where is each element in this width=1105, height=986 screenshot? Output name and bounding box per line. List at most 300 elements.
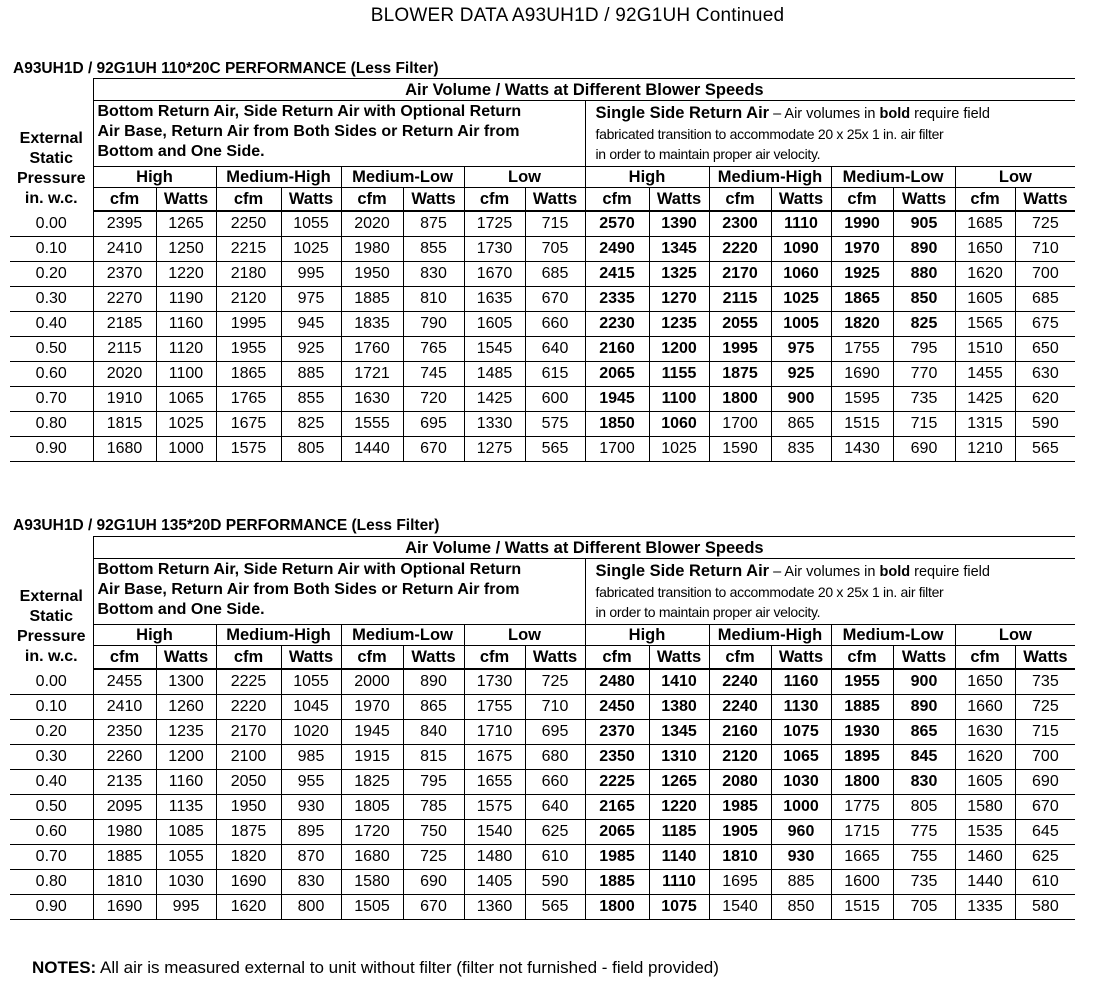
cfm-value: 2225: [585, 770, 649, 795]
cfm-value: 1930: [831, 720, 893, 745]
cfm-value: 1710: [464, 720, 525, 745]
watts-value: 830: [281, 870, 341, 895]
watts-value: 795: [893, 337, 955, 362]
watts-value: 805: [893, 795, 955, 820]
watts-value: 850: [771, 895, 831, 920]
header-row-units: [10, 188, 1075, 212]
watts-value: 995: [281, 262, 341, 287]
watts-value: 1185: [649, 820, 709, 845]
cfm-value: 1650: [955, 237, 1015, 262]
watts-value: 1055: [281, 211, 341, 237]
table-row: [10, 237, 1075, 262]
watts-value: 1100: [649, 387, 709, 412]
cfm-value: 2185: [93, 312, 156, 337]
cfm-value: 1715: [831, 820, 893, 845]
watts-value: 670: [1015, 795, 1075, 820]
esp-value: 0.00: [10, 669, 93, 695]
span-title: Air Volume / Watts at Different Blower Speeds: [93, 537, 1075, 559]
cfm-value: 2095: [93, 795, 156, 820]
cfm-value: 1580: [955, 795, 1015, 820]
cfm-value: 1485: [464, 362, 525, 387]
watts-value: 1100: [156, 362, 216, 387]
watts-value: 890: [893, 237, 955, 262]
watts-value: 1020: [281, 720, 341, 745]
cfm-value: 1275: [464, 437, 525, 462]
esp-value: 0.70: [10, 845, 93, 870]
watts-value: 825: [281, 412, 341, 437]
watts-value: 590: [1015, 412, 1075, 437]
header-row-desc: [10, 559, 1075, 625]
speed-header-medium-high: Medium-High: [709, 625, 831, 646]
cfm-value: 1605: [955, 287, 1015, 312]
cfm-value: 1515: [831, 412, 893, 437]
cfm-value: 1980: [341, 237, 403, 262]
cfm-value: 1865: [831, 287, 893, 312]
watts-value: 1025: [649, 437, 709, 462]
esp-value: 0.20: [10, 262, 93, 287]
cfm-value: 1595: [831, 387, 893, 412]
cfm-value: 2240: [709, 695, 771, 720]
cfm-value: 1995: [216, 312, 281, 337]
esp-value: 0.80: [10, 412, 93, 437]
cfm-value: 1700: [585, 437, 649, 462]
cfm-value: 1970: [341, 695, 403, 720]
speed-header-low: Low: [955, 625, 1075, 646]
watts-value: 900: [771, 387, 831, 412]
span-title: Air Volume / Watts at Different Blower Speeds: [93, 79, 1075, 101]
cfm-value: 1775: [831, 795, 893, 820]
watts-value: 660: [525, 770, 585, 795]
cfm-value: 2160: [585, 337, 649, 362]
watts-value: 660: [525, 312, 585, 337]
cfm-value: 2215: [216, 237, 281, 262]
watts-value: 1345: [649, 237, 709, 262]
cfm-value: 1955: [216, 337, 281, 362]
cfm-value: 1990: [831, 211, 893, 237]
watts-value: 1135: [156, 795, 216, 820]
watts-value: 615: [525, 362, 585, 387]
cfm-value: 1980: [93, 820, 156, 845]
watts-value: 725: [1015, 695, 1075, 720]
cfm-value: 2000: [341, 669, 403, 695]
esp-value: 0.50: [10, 337, 93, 362]
right-desc-line-3: in order to maintain proper air velocity.: [595, 604, 821, 620]
cfm-value: 1315: [955, 412, 1015, 437]
table-row: [10, 211, 1075, 237]
watts-value: 1235: [649, 312, 709, 337]
watts-value: 770: [893, 362, 955, 387]
unit-header-cfm: cfm: [585, 646, 649, 670]
left-desc-line: Air Base, Return Air from Both Sides or Return Air from: [97, 123, 520, 140]
cfm-value: 1565: [955, 312, 1015, 337]
unit-header-cfm: cfm: [831, 646, 893, 670]
watts-value: 890: [893, 695, 955, 720]
cfm-value: 1720: [341, 820, 403, 845]
unit-header-watts: Watts: [771, 646, 831, 670]
watts-value: 795: [403, 770, 464, 795]
cfm-value: 1455: [955, 362, 1015, 387]
cfm-value: 1885: [585, 870, 649, 895]
watts-value: 675: [1015, 312, 1075, 337]
watts-value: 1160: [771, 669, 831, 695]
watts-value: 1270: [649, 287, 709, 312]
watts-value: 1060: [649, 412, 709, 437]
esp-header-line: in. w.c.: [24, 190, 78, 207]
unit-header-cfm: cfm: [464, 646, 525, 670]
watts-value: 735: [893, 387, 955, 412]
cfm-value: 2170: [709, 262, 771, 287]
watts-value: 1250: [156, 237, 216, 262]
right-desc-end: require field: [910, 564, 990, 580]
watts-value: 1160: [156, 312, 216, 337]
cfm-value: 2455: [93, 669, 156, 695]
left-desc-line: Air Base, Return Air from Both Sides or Return Air from: [97, 581, 520, 598]
cfm-value: 1945: [341, 720, 403, 745]
cfm-value: 1945: [585, 387, 649, 412]
watts-value: 645: [1015, 820, 1075, 845]
watts-value: 945: [281, 312, 341, 337]
watts-value: 1390: [649, 211, 709, 237]
table-row: [10, 695, 1075, 720]
cfm-value: 2270: [93, 287, 156, 312]
unit-header-cfm: cfm: [216, 188, 281, 212]
watts-value: 590: [525, 870, 585, 895]
header-row-span: [10, 537, 1075, 559]
esp-header-line: External: [19, 588, 83, 605]
table-row: [10, 870, 1075, 895]
esp-header: [10, 537, 93, 670]
cfm-value: 1605: [464, 312, 525, 337]
right-desc-bold-word: bold: [879, 564, 911, 580]
notes-text: All air is measured external to unit without filter (filter not furnished - field provided): [100, 958, 719, 977]
watts-value: 670: [403, 895, 464, 920]
cfm-value: 1755: [831, 337, 893, 362]
cfm-value: 1970: [831, 237, 893, 262]
watts-value: 700: [1015, 745, 1075, 770]
esp-header-line: Static: [29, 608, 74, 625]
cfm-value: 2480: [585, 669, 649, 695]
cfm-value: 1721: [341, 362, 403, 387]
esp-value: 0.60: [10, 820, 93, 845]
esp-value: 0.40: [10, 312, 93, 337]
cfm-value: 1850: [585, 412, 649, 437]
cfm-value: 1330: [464, 412, 525, 437]
cfm-value: 1620: [216, 895, 281, 920]
table-row: [10, 745, 1075, 770]
watts-value: 725: [403, 845, 464, 870]
watts-value: 690: [403, 870, 464, 895]
cfm-value: 1425: [955, 387, 1015, 412]
left-return-description: [93, 559, 585, 625]
watts-value: 1265: [649, 770, 709, 795]
watts-value: 810: [403, 287, 464, 312]
cfm-value: 1815: [93, 412, 156, 437]
watts-value: 1380: [649, 695, 709, 720]
cfm-value: 1630: [341, 387, 403, 412]
watts-value: 1030: [771, 770, 831, 795]
right-desc-bold-word: bold: [879, 106, 911, 122]
cfm-value: 2165: [585, 795, 649, 820]
cfm-value: 1725: [464, 211, 525, 237]
cfm-value: 1580: [341, 870, 403, 895]
watts-value: 895: [281, 820, 341, 845]
watts-value: 1065: [771, 745, 831, 770]
cfm-value: 2220: [216, 695, 281, 720]
esp-value: 0.00: [10, 211, 93, 237]
watts-value: 900: [893, 669, 955, 695]
esp-value: 0.10: [10, 695, 93, 720]
esp-value: 0.60: [10, 362, 93, 387]
watts-value: 695: [403, 412, 464, 437]
watts-value: 625: [1015, 845, 1075, 870]
cfm-value: 1690: [216, 870, 281, 895]
watts-value: 925: [281, 337, 341, 362]
cfm-value: 2065: [585, 362, 649, 387]
table-1-title: A93UH1D / 92G1UH 110*20C PERFORMANCE (Less Filter): [13, 60, 439, 77]
cfm-value: 1905: [709, 820, 771, 845]
esp-header-line: Pressure: [17, 170, 86, 187]
esp-value: 0.90: [10, 895, 93, 920]
cfm-value: 2370: [585, 720, 649, 745]
right-return-description: [585, 101, 1075, 167]
cfm-value: 1575: [464, 795, 525, 820]
table-row: [10, 337, 1075, 362]
esp-value: 0.70: [10, 387, 93, 412]
unit-header-watts: Watts: [771, 188, 831, 212]
table-row: [10, 895, 1075, 920]
unit-header-watts: Watts: [156, 188, 216, 212]
watts-value: 725: [1015, 211, 1075, 237]
watts-value: 565: [525, 437, 585, 462]
unit-header-watts: Watts: [525, 646, 585, 670]
cfm-value: 1670: [464, 262, 525, 287]
table-row: [10, 387, 1075, 412]
esp-value: 0.40: [10, 770, 93, 795]
speed-header-medium-high: Medium-High: [709, 167, 831, 188]
watts-value: 890: [403, 669, 464, 695]
cfm-value: 1800: [831, 770, 893, 795]
watts-value: 865: [403, 695, 464, 720]
watts-value: 925: [771, 362, 831, 387]
right-desc-line-1: [596, 561, 1076, 582]
watts-value: 835: [771, 437, 831, 462]
watts-value: 1325: [649, 262, 709, 287]
cfm-value: 1575: [216, 437, 281, 462]
speed-header-low: Low: [955, 167, 1075, 188]
cfm-value: 2115: [709, 287, 771, 312]
unit-header-cfm: cfm: [93, 188, 156, 212]
watts-value: 1345: [649, 720, 709, 745]
cfm-value: 1555: [341, 412, 403, 437]
header-row-speeds: [10, 167, 1075, 188]
unit-header-cfm: cfm: [831, 188, 893, 212]
performance-table-135-20d: [10, 536, 1075, 920]
cfm-value: 1675: [464, 745, 525, 770]
watts-value: 690: [1015, 770, 1075, 795]
cfm-value: 2100: [216, 745, 281, 770]
cfm-value: 2450: [585, 695, 649, 720]
unit-header-cfm: cfm: [93, 646, 156, 670]
speed-header-medium-high: Medium-High: [216, 167, 341, 188]
watts-value: 885: [771, 870, 831, 895]
cfm-value: 1430: [831, 437, 893, 462]
cfm-value: 1515: [831, 895, 893, 920]
esp-value: 0.50: [10, 795, 93, 820]
watts-value: 1065: [156, 387, 216, 412]
unit-header-watts: Watts: [281, 188, 341, 212]
watts-value: 830: [403, 262, 464, 287]
watts-value: 880: [893, 262, 955, 287]
watts-value: 865: [893, 720, 955, 745]
cfm-value: 1480: [464, 845, 525, 870]
watts-value: 1120: [156, 337, 216, 362]
watts-value: 865: [771, 412, 831, 437]
watts-value: 710: [525, 695, 585, 720]
watts-value: 850: [893, 287, 955, 312]
watts-value: 1000: [771, 795, 831, 820]
watts-value: 930: [771, 845, 831, 870]
right-desc-strong: Single Side Return Air: [595, 562, 770, 580]
cfm-value: 2410: [93, 237, 156, 262]
right-desc-rest: – Air volumes in: [769, 564, 880, 580]
speed-header-medium-low: Medium-Low: [341, 167, 464, 188]
speed-header-low: Low: [464, 167, 585, 188]
cfm-value: 2260: [93, 745, 156, 770]
cfm-value: 1820: [216, 845, 281, 870]
cfm-value: 2240: [709, 669, 771, 695]
cfm-value: 1985: [585, 845, 649, 870]
watts-value: 750: [403, 820, 464, 845]
cfm-value: 2335: [585, 287, 649, 312]
watts-value: 985: [281, 745, 341, 770]
speed-header-medium-low: Medium-Low: [831, 167, 955, 188]
cfm-value: 1885: [93, 845, 156, 870]
header-row-speeds: [10, 625, 1075, 646]
watts-value: 875: [403, 211, 464, 237]
cfm-value: 1545: [464, 337, 525, 362]
left-desc-line: Bottom and One Side.: [97, 601, 265, 618]
cfm-value: 1360: [464, 895, 525, 920]
esp-header-line: in. w.c.: [24, 648, 78, 665]
unit-header-watts: Watts: [1015, 646, 1075, 670]
cfm-value: 1950: [341, 262, 403, 287]
cfm-value: 1210: [955, 437, 1015, 462]
watts-value: 695: [525, 720, 585, 745]
esp-value: 0.10: [10, 237, 93, 262]
watts-value: 975: [281, 287, 341, 312]
cfm-value: 1915: [341, 745, 403, 770]
watts-value: 700: [1015, 262, 1075, 287]
watts-value: 855: [403, 237, 464, 262]
watts-value: 625: [525, 820, 585, 845]
table-row: [10, 669, 1075, 695]
cfm-value: 1835: [341, 312, 403, 337]
cfm-value: 2160: [709, 720, 771, 745]
cfm-value: 2350: [585, 745, 649, 770]
table-row: [10, 312, 1075, 337]
cfm-value: 1730: [464, 237, 525, 262]
cfm-value: 1635: [464, 287, 525, 312]
unit-header-cfm: cfm: [341, 188, 403, 212]
esp-value: 0.30: [10, 745, 93, 770]
cfm-value: 2020: [93, 362, 156, 387]
cfm-value: 1680: [93, 437, 156, 462]
cfm-value: 1885: [831, 695, 893, 720]
table-row: [10, 720, 1075, 745]
watts-value: 735: [1015, 669, 1075, 695]
performance-table-110-20c: [10, 78, 1075, 462]
right-desc-line-2: fabricated transition to accommodate 20 x 25x 1 in. air filter: [595, 126, 944, 142]
watts-value: 1000: [156, 437, 216, 462]
esp-value: 0.90: [10, 437, 93, 462]
right-desc-end: require field: [910, 106, 990, 122]
table-row: [10, 437, 1075, 462]
esp-value: 0.80: [10, 870, 93, 895]
watts-value: 1220: [649, 795, 709, 820]
right-return-description: [585, 559, 1075, 625]
speed-header-high: High: [585, 625, 709, 646]
cfm-value: 1950: [216, 795, 281, 820]
watts-value: 955: [281, 770, 341, 795]
table-2-title: A93UH1D / 92G1UH 135*20D PERFORMANCE (Less Filter): [13, 517, 440, 534]
watts-value: 600: [525, 387, 585, 412]
cfm-value: 1535: [955, 820, 1015, 845]
esp-header-lines: [10, 129, 93, 211]
table-row: [10, 770, 1075, 795]
watts-value: 1140: [649, 845, 709, 870]
cfm-value: 1605: [955, 770, 1015, 795]
esp-header-line: External: [19, 130, 83, 147]
watts-value: 1085: [156, 820, 216, 845]
watts-value: 620: [1015, 387, 1075, 412]
watts-value: 1060: [771, 262, 831, 287]
cfm-value: 1405: [464, 870, 525, 895]
cfm-value: 1335: [955, 895, 1015, 920]
cfm-value: 1955: [831, 669, 893, 695]
watts-value: 855: [281, 387, 341, 412]
watts-value: 720: [403, 387, 464, 412]
unit-header-cfm: cfm: [341, 646, 403, 670]
unit-header-watts: Watts: [281, 646, 341, 670]
watts-value: 1025: [156, 412, 216, 437]
watts-value: 800: [281, 895, 341, 920]
table-row: [10, 262, 1075, 287]
unit-header-cfm: cfm: [464, 188, 525, 212]
cfm-value: 2230: [585, 312, 649, 337]
cfm-value: 1695: [709, 870, 771, 895]
left-desc-line: Bottom Return Air, Side Return Air with Optional Return: [97, 103, 522, 120]
watts-value: 580: [1015, 895, 1075, 920]
cfm-value: 1730: [464, 669, 525, 695]
cfm-value: 1875: [709, 362, 771, 387]
watts-value: 960: [771, 820, 831, 845]
table-row: [10, 820, 1075, 845]
watts-value: 1410: [649, 669, 709, 695]
watts-value: 830: [893, 770, 955, 795]
cfm-value: 1805: [341, 795, 403, 820]
cfm-value: 1885: [341, 287, 403, 312]
watts-value: 1220: [156, 262, 216, 287]
watts-value: 670: [525, 287, 585, 312]
cfm-value: 1650: [955, 669, 1015, 695]
speed-header-high: High: [93, 167, 216, 188]
watts-value: 790: [403, 312, 464, 337]
right-desc-rest: – Air volumes in: [769, 106, 880, 122]
unit-header-cfm: cfm: [955, 188, 1015, 212]
notes: [32, 958, 719, 978]
watts-value: 765: [403, 337, 464, 362]
watts-value: 775: [893, 820, 955, 845]
